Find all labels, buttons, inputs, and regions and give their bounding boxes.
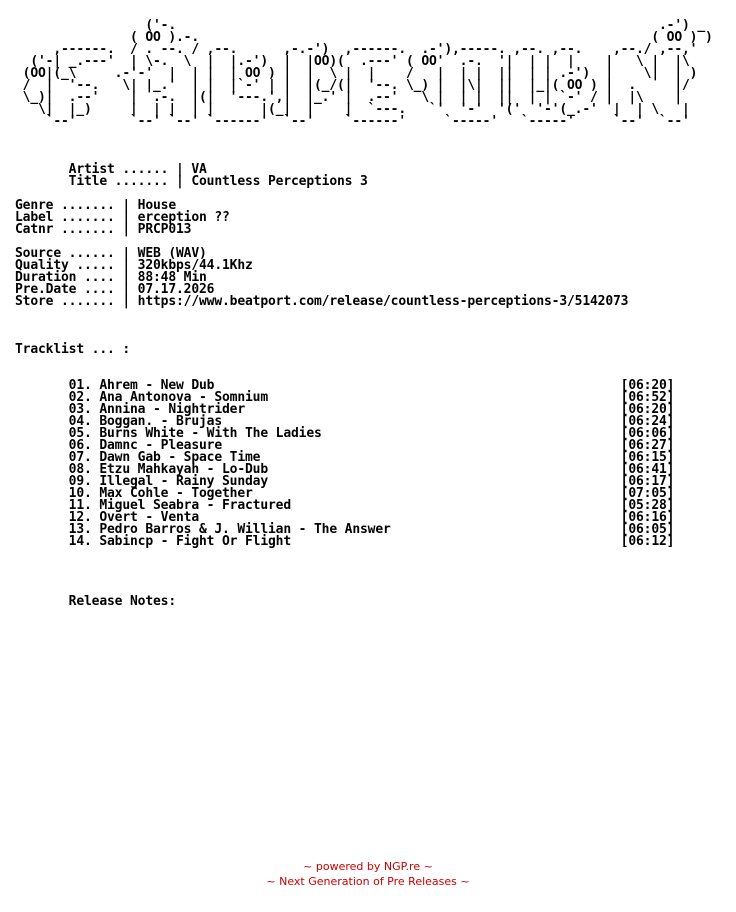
footer-tagline: ~ Next Generation of Pre Releases ~ — [266, 875, 470, 888]
nfo-text: ('-. .-') _ ( OO ).-. ( OO ) ) ,------. / . --. / ,--. ,-.-') ,------. .-'),-----. ,--. ,--. ,--./ ,--,' ('-| _.---' | \-. \ | |.-') | |OO)( .---' ( OO' .-. '| | | | | \ | |\ (OO|(_\ .-'-' | | | | OO ) | | \ | | / | | | || | | .-') | \| | ) / | '--. \| |_.' | | |`-' | | |(_/(| '--. \_) | |\| || |_|( OO ) | . |/ \_)| .--' | .-. |(| '---.',| |_.' | .--' \ | | | || | | `-' / | |\ | \| |_) | | | | | |(_| | | `---. `' '-' '(' '-'(_.-' | | \ | `--' `--' `--' `------' `--' `------' `-----' `-----' `--' `--' Artist ...... | VA Title ....... | Countless Perceptions 3 Genre ....... | House Label ....... | erception ?? Catnr ....... | PRCP013 Source ...... | WEB (WAV) Quality ..... | 320kbps/44.1Khz Duration .... | 88:48 Min Pre.Date .... | 07.17.2026 Store ....... | https://www.beatport.com/release/countless-perceptions-3/5142073 Tracklist ... : 01. Ahrem - New Dub [06:20] 02. Ana Antonova - Somnium [06:52] 03. Annina - Nightrider [06:20] 04. Boggan. - Brujas [06:24] 05. Burns White - With The Ladies [06:06] 06. Damnc - Pleasure [06:27] 07. Dawn Gab - Space Time [06:15] 08. Etzu Mahkayah - Lo-Dub [06:41] 09. Illegal - Rainy Sunday [06:17] 10. Max Cohle - Together [07:05] 11. Miguel Seabra - Fractured [05:28] 12. Overt - Venta [06:16] 13. Pedro Barros & J. Willian - The Answer [06:05] 14. Sabincp - Fight Or Flight [06:12] Release Notes: — [15, 18, 713, 609]
footer-powered-by: ~ powered by NGP.re ~ — [303, 860, 433, 873]
